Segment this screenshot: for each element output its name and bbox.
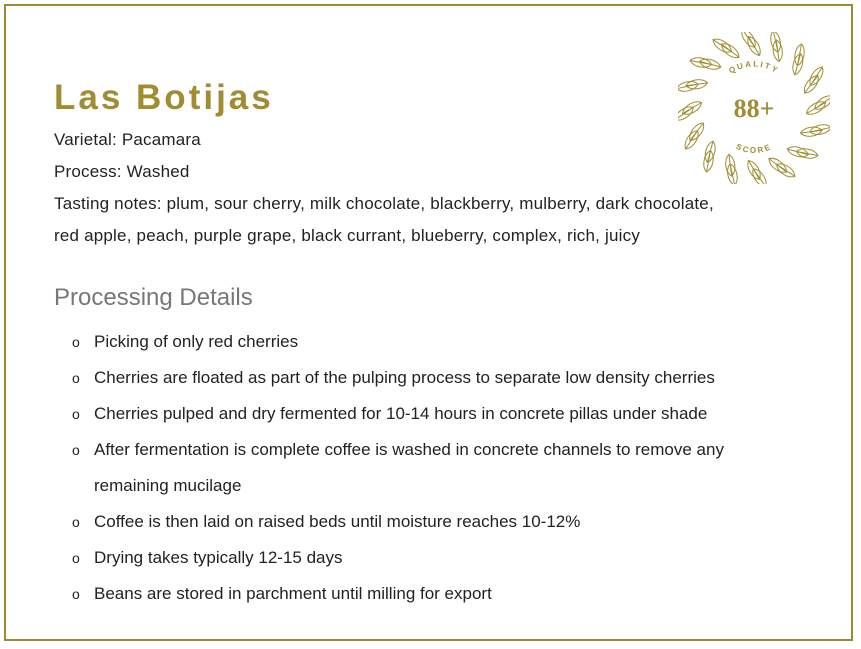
tasting-notes-line-2: red apple, peach, purple grape, black currant, blueberry, complex, rich, juicy [54,226,641,245]
bullet-marker: o [72,514,80,530]
list-item [72,396,812,432]
bullet-marker: o [72,334,80,350]
process-text: Process: Washed [54,162,190,181]
step-text: Drying takes typically 12-15 days [94,548,343,567]
list-item [72,432,812,468]
wreath-leaf-12 [703,140,717,164]
laurel-wreath-icon [678,32,830,184]
list-item-continuation [72,468,812,504]
list-item [72,540,812,576]
step-text: Coffee is then laid on raised beds until moisture reaches 10-12% [94,512,581,531]
badge-score: 88+ [733,94,775,123]
step-text: Cherries pulped and dry fermented for 10-14 hours in concrete pillas under shade [94,404,708,423]
tasting-notes-line-1: Tasting notes: plum, sour cherry, milk chocolate, blackberry, mulberry, dark chocolate, [54,194,714,213]
badge-top-text: QUALITY [727,59,781,76]
list-item [72,360,812,396]
wreath-leaf-2 [800,126,823,138]
bullet-marker: o [72,370,80,386]
bullet-marker: o [72,442,80,458]
wreath-leaf-25 [769,32,782,53]
step-text: Cherries are floated as part of the pulping process to separate low density cherries [94,368,715,387]
wreath-leaf-19 [689,56,712,69]
wreath-leaf-4 [786,145,810,159]
step-text: Beans are stored in parchment until milling for export [94,584,492,603]
wreath-leaf-28 [791,52,805,76]
wreath-leaf-3 [796,147,819,160]
processing-steps-list [72,324,812,612]
step-text: After fermentation is complete coffee is washed in concrete channels to remove any [94,440,724,459]
quality-score-badge [678,32,830,184]
list-item [72,324,812,360]
list-item [72,504,812,540]
badge-bottom-text: SCORE [734,141,774,156]
wreath-leaf-9 [726,163,739,184]
list-item [72,576,812,612]
wreath-leaf-10 [724,154,736,177]
bullet-marker: o [72,586,80,602]
bullet-marker: o [72,406,80,422]
wreath-leaf-18 [685,78,708,90]
step-text: Picking of only red cherries [94,332,299,351]
wreath-leaf-1 [809,123,830,136]
processing-details-heading: Processing Details [54,284,253,311]
wreath-leaf-17 [678,80,699,93]
step-text: remaining mucilage [94,476,242,495]
coffee-name-title: Las Botijas [54,78,274,117]
wreath-leaf-11 [702,150,715,173]
bullet-marker: o [72,550,80,566]
varietal-text: Varietal: Pacamara [54,130,201,149]
wreath-leaf-20 [698,57,722,71]
wreath-leaf-26 [772,39,784,62]
wreath-leaf-27 [793,43,806,66]
